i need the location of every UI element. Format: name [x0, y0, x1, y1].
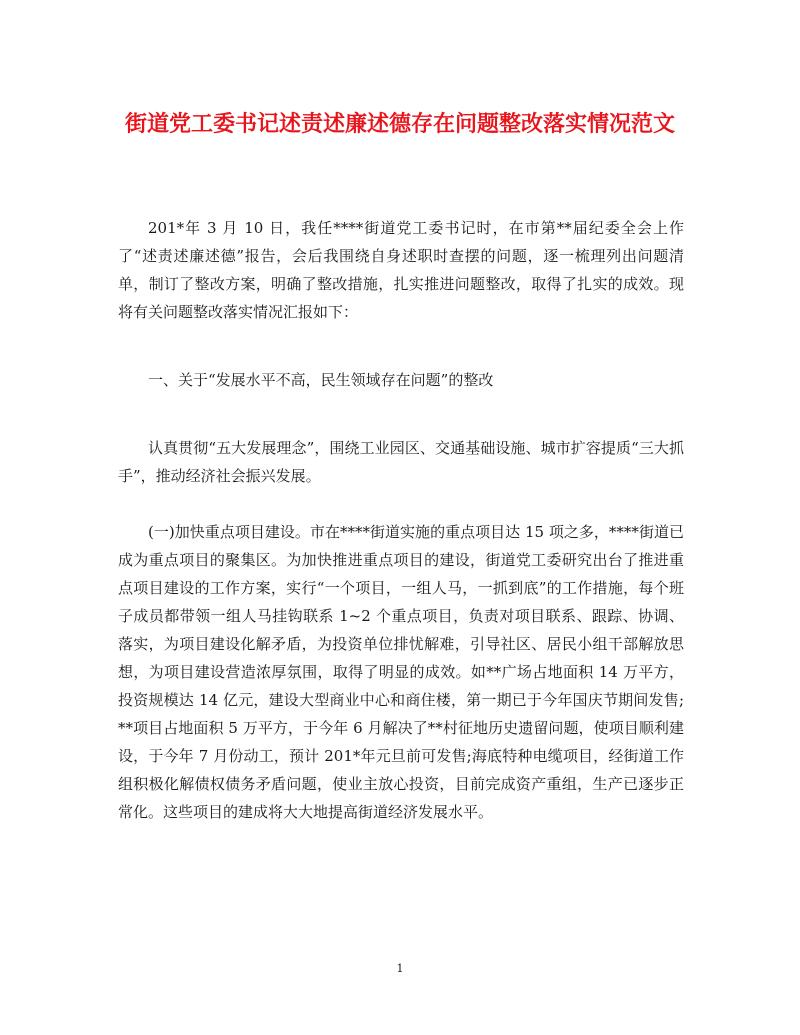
intro-paragraph: 201*年 3 月 10 日，我任****街道党工委书记时，在市第**届纪委全会上作了“述责述廉述德”报告，会后我围绕自身述职时查摆的问题，逐一梳理列出问题清单，制订了整改方案，明确了整改措施，扎实推进问题整改，取得了扎实的成效。现将有关问题整改落实情况汇报如下：	[118, 219, 684, 321]
document-title: 街道党工委书记述责述廉述德存在问题整改落实情况范文	[124, 112, 675, 137]
subsection-paragraph: (一)加快重点项目建设。市在****街道实施的重点项目达 15 项之多，****街道已成为重点项目的聚集区。为加快推进重点项目的建设，街道党工委研究出台了推进重点项目建设的工作方案，实行“一个项目，一组人马，一抓到底”的工作措施，每个班子成员都带领一组人马挂钩联系 1~2 个重点项目，负责对项目联系、跟踪、协调、落实，为项目建设化解矛盾，为投资单位排忧解难，引导社区、居民小组干部解放思想，为项目建设营造浓厚氛围，取得了明显的成效。如**广场占地面积 14 万平方，投资规模达 14 亿元，建设大型商业中心和商住楼，第一期已于今年国庆节期间发售;**项目占地面积 5 万平方，于今年 6 月解决了**村征地历史遗留问题，使项目顺利建设，于今年 7 月份动工，预计 201*年元旦前可发售;海底特种电缆项目，经街道工作组积极化解债权债务矛盾问题，使业主放心投资，目前完成资产重组，生产已逐步正常化。这些项目的建成将大大地提高街道经济发展水平。	[118, 523, 684, 821]
page-number: 1	[396, 962, 404, 975]
section-intro-paragraph: 认真贯彻“五大发展理念”，围绕工业园区、交通基础设施、城市扩容提质“三大抓手”，推动经济社会振兴发展。	[118, 439, 684, 485]
section-heading: 一、关于“发展水平不高，民生领域存在问题”的整改	[148, 371, 494, 389]
